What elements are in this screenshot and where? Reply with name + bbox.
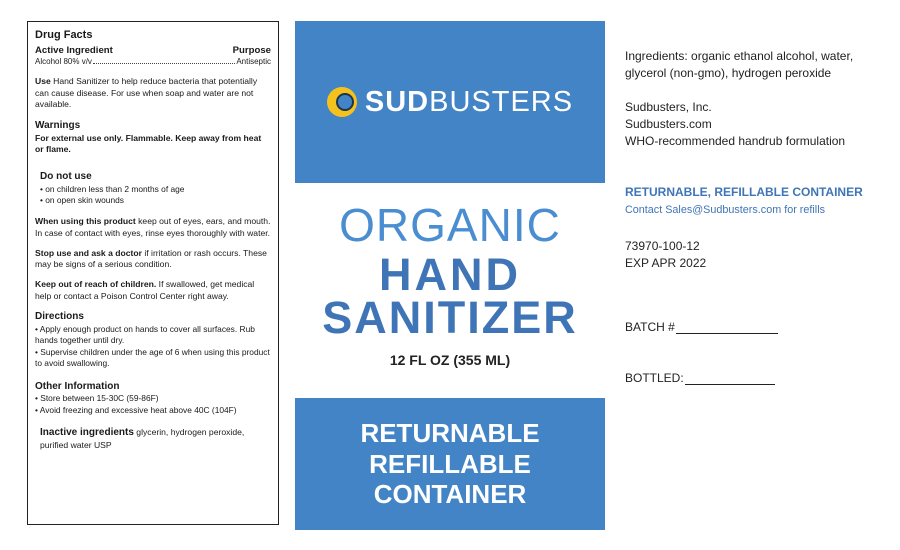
keep-out-text: If swallowed, get medical help or contact a Poison Control Center right away. bbox=[35, 279, 255, 301]
returnable-line: RETURNABLE bbox=[360, 417, 540, 448]
when-using-label: When using this product bbox=[35, 216, 136, 227]
bottled-blank-line bbox=[685, 373, 775, 385]
brand-banner bbox=[295, 21, 605, 183]
use-section bbox=[35, 76, 271, 111]
purpose-label: Purpose bbox=[232, 44, 271, 56]
directions-list bbox=[35, 324, 271, 370]
product-size: 12 FL OZ (355 ML) bbox=[389, 352, 511, 368]
list-item: • Apply enough product on hands to cover all surfaces. Rub hands together until dry. bbox=[35, 324, 255, 346]
alcohol-label: Alcohol 80% v/v bbox=[35, 57, 92, 66]
formulation-note: WHO-recommended handrub formulation bbox=[625, 134, 846, 149]
do-not-use-heading: Do not use bbox=[40, 170, 92, 182]
refill-contact: Contact Sales@Sudbusters.com for refills bbox=[625, 204, 825, 216]
inactive-section bbox=[35, 426, 271, 451]
when-using-text: keep out of eyes, ears, and mouth. In case of contact with eyes, rinse eyes thoroughly with water. bbox=[35, 216, 271, 239]
stop-use-text: if irritation or rash occurs. These may be signs of a serious condition. bbox=[35, 247, 267, 270]
brand-name bbox=[365, 86, 573, 119]
batch-label: BATCH # bbox=[625, 320, 675, 334]
company-website: Sudbusters.com bbox=[625, 117, 712, 132]
warnings-heading: Warnings bbox=[35, 119, 81, 131]
inactive-text: glycerin, hydrogen peroxide, purified water USP bbox=[40, 427, 245, 450]
bottled-field bbox=[625, 371, 775, 385]
keep-out-section bbox=[35, 279, 271, 302]
list-item: • Store between 15-30C (59-86F) bbox=[35, 393, 159, 404]
sudbusters-logo-icon bbox=[327, 87, 357, 117]
ingredients-text: Ingredients: organic ethanol alcohol, water, glycerol (non-gmo), hydrogen peroxide bbox=[625, 49, 854, 81]
batch-blank-line bbox=[676, 322, 778, 334]
list-item: • on children less than 2 months of age bbox=[40, 183, 185, 194]
drug-facts-title: Drug Facts bbox=[35, 29, 93, 41]
list-item: • Avoid freezing and excessive heat above 40C (104F) bbox=[35, 404, 237, 415]
warnings-text: For external use only. Flammable. Keep away from heat or flame. bbox=[35, 132, 262, 155]
container-line: CONTAINER bbox=[373, 479, 527, 510]
drug-facts-panel bbox=[27, 21, 279, 525]
product-line-sanitizer: SANITIZER bbox=[322, 292, 578, 343]
when-using-section bbox=[35, 216, 271, 239]
list-item: • on open skin wounds bbox=[40, 194, 124, 205]
right-info-panel bbox=[625, 48, 895, 150]
use-text: Hand Sanitizer to help reduce bacteria that potentially can cause disease. For use when soap and water are not available. bbox=[35, 75, 258, 110]
brand-name-bold: SUD bbox=[364, 85, 430, 118]
directions-heading: Directions bbox=[35, 311, 84, 323]
list-item: • Supervise children under the age of 6 when using this product to avoid swallowing. bbox=[35, 346, 270, 369]
inactive-label: Inactive ingredients bbox=[40, 427, 134, 439]
bottled-label: BOTTLED: bbox=[625, 371, 684, 385]
brand-name-light: BUSTERS bbox=[429, 85, 574, 118]
company-name: Sudbusters, Inc. bbox=[625, 100, 712, 115]
batch-field bbox=[625, 320, 778, 334]
alcohol-row bbox=[35, 57, 271, 68]
active-ingredient-label: Active Ingredient bbox=[35, 44, 113, 56]
leader-dots bbox=[93, 63, 235, 64]
product-codes bbox=[625, 238, 706, 273]
do-not-use-list bbox=[35, 184, 271, 207]
alcohol-purpose: Antiseptic bbox=[236, 57, 271, 66]
active-ingredient-row bbox=[35, 44, 271, 57]
ndc-number: 73970-100-12 bbox=[625, 239, 700, 253]
other-info-heading: Other Information bbox=[35, 380, 120, 392]
use-label: Use bbox=[35, 75, 51, 86]
expiration-date: EXP APR 2022 bbox=[625, 256, 707, 271]
refillable-line: REFILLABLE bbox=[369, 448, 531, 479]
stop-use-section bbox=[35, 248, 271, 271]
returnable-banner bbox=[295, 398, 605, 530]
product-line-organic: ORGANIC bbox=[339, 199, 561, 251]
refill-heading: RETURNABLE, REFILLABLE CONTAINER bbox=[625, 185, 863, 199]
product-line-hand: HAND bbox=[379, 249, 521, 300]
other-info-list bbox=[35, 393, 271, 416]
keep-out-label: Keep out of reach of children. bbox=[35, 279, 157, 290]
stop-use-label: Stop use and ask a doctor bbox=[35, 247, 142, 258]
